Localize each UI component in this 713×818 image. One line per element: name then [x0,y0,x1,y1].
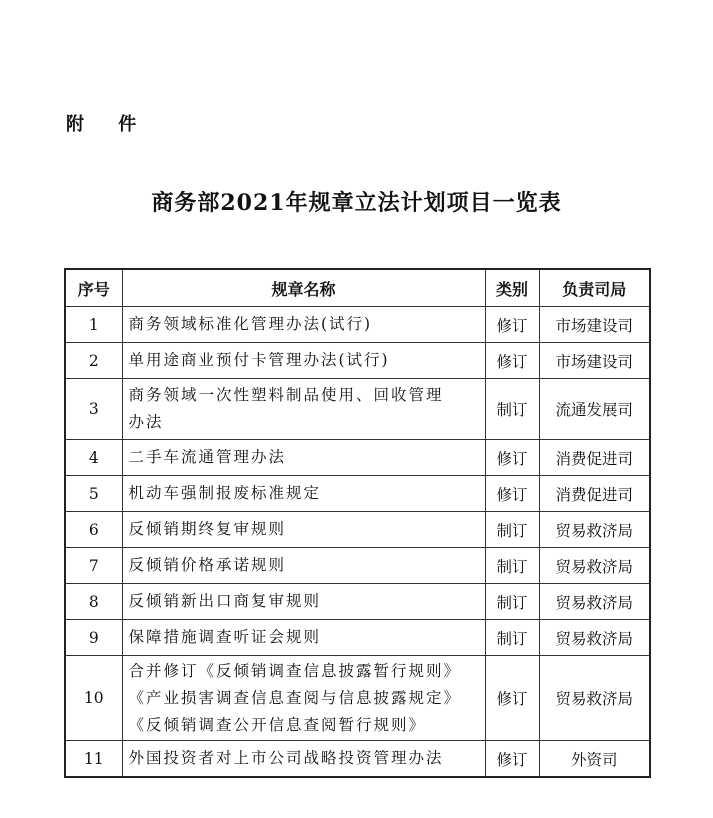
table-row [65,741,650,778]
cell-category: 制订 [485,620,539,656]
cell-category: 修订 [485,741,539,778]
cell-serial-no: 4 [65,440,122,476]
regulation-name-line: 商务领域一次性塑料制品使用、回收管理 [128,386,444,404]
regulation-name-line: 机动车强制报废标准规定 [128,484,322,502]
attachment-label: 附 件 [66,114,151,135]
regulation-name-line: 合并修订《反倾销调查信息披露暂行规则》 [128,661,462,680]
cell-serial-no: 10 [65,656,122,741]
cell-serial-no: 7 [65,548,122,584]
cell-serial-no: 1 [65,307,122,343]
cell-regulation-name [122,379,485,440]
cell-responsible-dept: 消费促进司 [539,440,650,476]
regulation-name-line: 外国投资者对上市公司战略投资管理办法 [128,749,444,767]
cell-regulation-name [122,512,485,548]
header-category: 类别 [485,269,539,307]
cell-responsible-dept: 贸易救济局 [539,512,650,548]
cell-responsible-dept: 贸易救济局 [539,656,650,741]
table-row [65,656,650,741]
regulation-plan-table [64,268,651,778]
cell-serial-no: 3 [65,379,122,440]
table-row [65,379,650,440]
regulation-name-line: 二手车流通管理办法 [128,448,287,466]
cell-responsible-dept: 市场建设司 [539,343,650,379]
cell-regulation-name [122,584,485,620]
document-title: 商务部2021年规章立法计划项目一览表 [151,190,562,216]
header-regulation-name: 规章名称 [122,269,485,307]
cell-responsible-dept: 贸易救济局 [539,548,650,584]
cell-responsible-dept: 消费促进司 [539,476,650,512]
cell-category: 制订 [485,512,539,548]
cell-responsible-dept: 外资司 [539,741,650,778]
cell-category: 修订 [485,656,539,741]
cell-category: 修订 [485,307,539,343]
cell-category: 制订 [485,379,539,440]
table-row [65,512,650,548]
regulation-name-line: 反倾销价格承诺规则 [128,556,287,574]
cell-serial-no: 11 [65,741,122,778]
cell-serial-no: 6 [65,512,122,548]
table-row [65,584,650,620]
cell-category: 修订 [485,476,539,512]
cell-responsible-dept: 市场建设司 [539,307,650,343]
table-row [65,548,650,584]
cell-serial-no: 9 [65,620,122,656]
cell-responsible-dept: 贸易救济局 [539,620,650,656]
cell-regulation-name [122,440,485,476]
cell-regulation-name [122,548,485,584]
cell-regulation-name [122,476,485,512]
cell-category: 制订 [485,548,539,584]
cell-responsible-dept: 贸易救济局 [539,584,650,620]
cell-regulation-name [122,343,485,379]
header-responsible-dept: 负责司局 [539,269,650,307]
regulation-name-line: 反倾销期终复审规则 [128,520,287,538]
regulation-name-line: 反倾销新出口商复审规则 [128,592,322,610]
regulation-name-line: 《产业损害调查信息查阅与信息披露规定》 [128,688,462,707]
table-row [65,343,650,379]
cell-serial-no: 5 [65,476,122,512]
regulation-name-line: 单用途商业预付卡管理办法(试行) [128,351,390,369]
table-header-row [65,269,650,307]
regulation-name-line: 《反倾销调查公开信息查阅暂行规则》 [128,715,427,734]
regulation-name-line: 保障措施调查听证会规则 [128,628,322,646]
cell-category: 制订 [485,584,539,620]
cell-serial-no: 8 [65,584,122,620]
regulation-name-line: 办法 [128,413,164,431]
regulation-name-line: 商务领域标准化管理办法(试行) [128,315,373,333]
table-row [65,307,650,343]
cell-regulation-name [122,620,485,656]
cell-regulation-name [122,656,485,741]
cell-regulation-name [122,741,485,778]
cell-serial-no: 2 [65,343,122,379]
table-row [65,476,650,512]
table-row [65,620,650,656]
cell-category: 修订 [485,343,539,379]
header-serial-no: 序号 [65,269,122,307]
cell-responsible-dept: 流通发展司 [539,379,650,440]
table-row [65,440,650,476]
cell-regulation-name [122,307,485,343]
cell-category: 修订 [485,440,539,476]
